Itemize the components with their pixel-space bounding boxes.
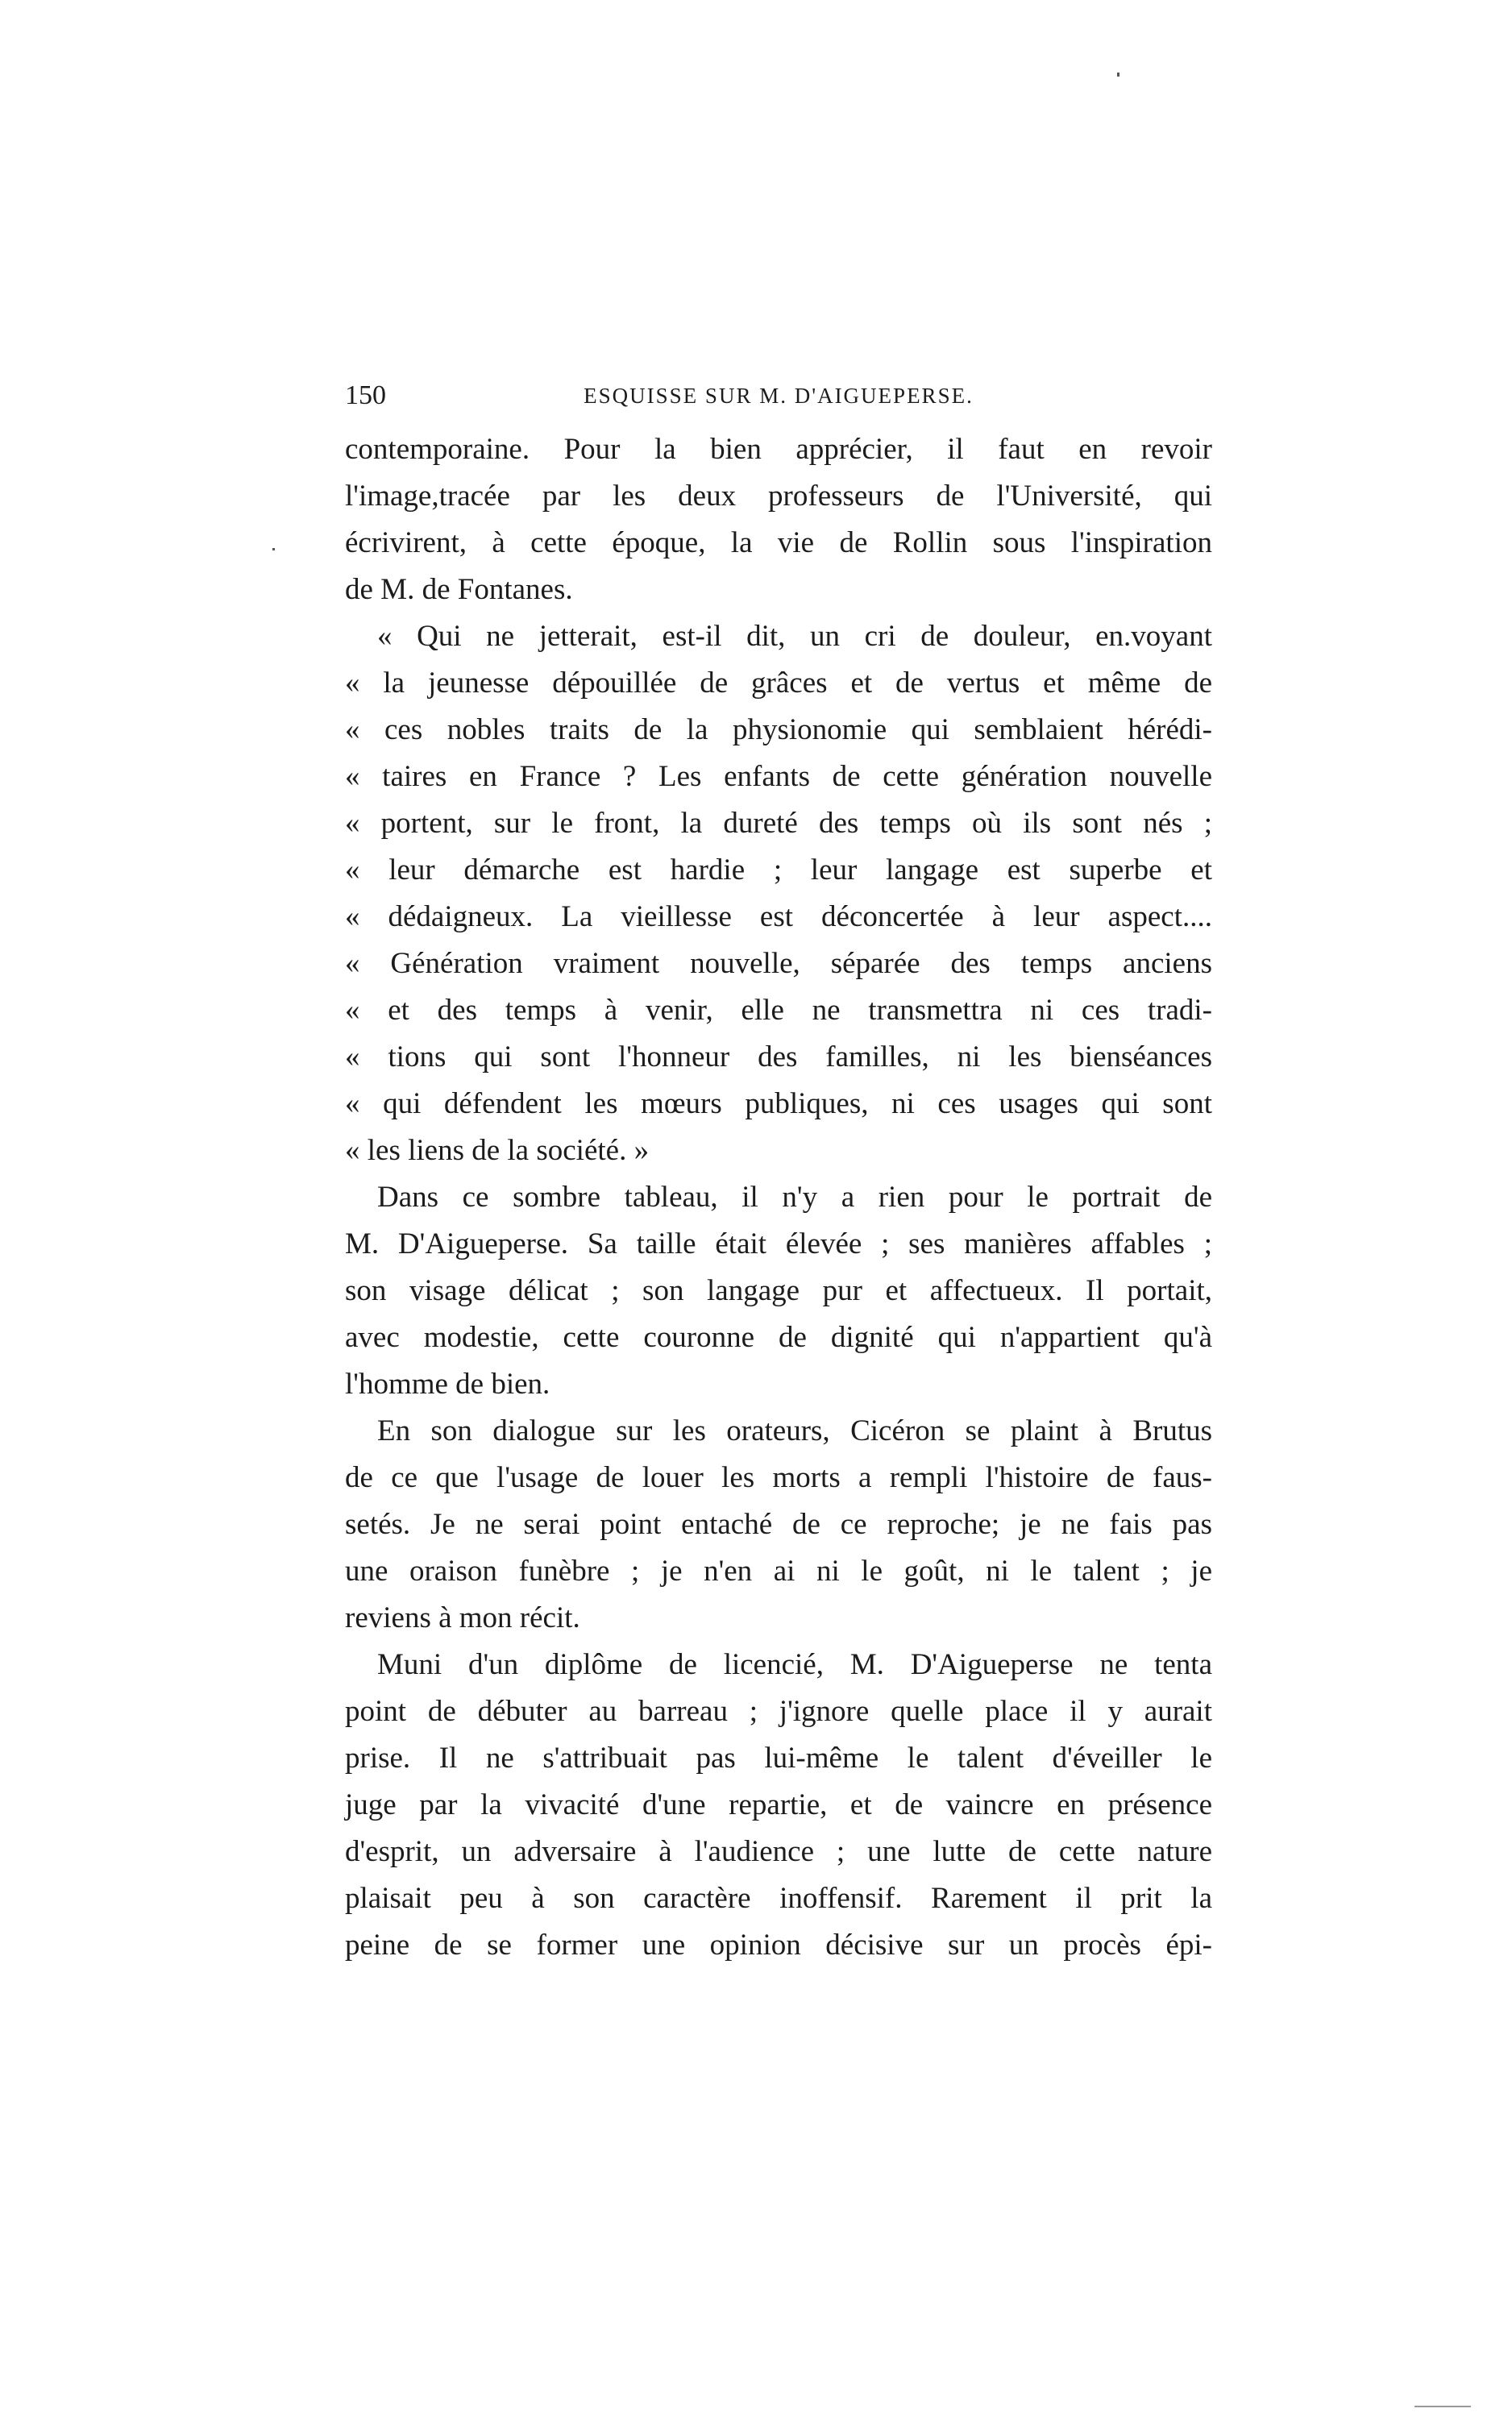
text-line: Dans ce sombre tableau, il n'y a rien pour le portrait de <box>377 1181 1212 1214</box>
text-line: avec modestie, cette couronne de dignité qui n'appartient qu'à <box>345 1321 1212 1354</box>
text-line: « les liens de la société. » <box>345 1134 650 1167</box>
running-title: ESQUISSE SUR M. D'AIGUEPERSE. <box>584 384 974 408</box>
text-line: juge par la vivacité d'une repartie, et de vaincre en présence <box>345 1788 1212 1821</box>
text-line: En son dialogue sur les orateurs, Cicéron se plaint à Brutus <box>377 1414 1212 1447</box>
text-line: prise. Il ne s'attribuait pas lui-même le talent d'éveiller le <box>345 1742 1212 1775</box>
page-number: 150 <box>345 380 386 410</box>
text-line: setés. Je ne serai point entaché de ce reproche; je ne fais pas <box>345 1508 1212 1541</box>
text-line: de M. de Fontanes. <box>345 573 573 606</box>
text-line: l'image,tracée par les deux professeurs de l'Université, qui <box>345 480 1212 513</box>
text-line: M. D'Aigueperse. Sa taille était élevée ; ses manières affables ; <box>345 1227 1212 1260</box>
scan-speck <box>272 548 275 550</box>
text-line: « et des temps à venir, elle ne transmettra ni ces tradi- <box>345 994 1212 1027</box>
text-line: plaisait peu à son caractère inoffensif. Rarement il prit la <box>345 1882 1212 1915</box>
text-line: peine de se former une opinion décisive sur un procès épi- <box>345 1929 1212 1962</box>
scan-speck <box>1117 73 1119 77</box>
text-line: de ce que l'usage de louer les morts a rempli l'histoire de faus- <box>345 1461 1212 1494</box>
text-line: « leur démarche est hardie ; leur langage est superbe et <box>345 853 1212 887</box>
text-line: une oraison funèbre ; je n'en ai ni le goût, ni le talent ; je <box>345 1555 1212 1588</box>
text-line: contemporaine. Pour la bien apprécier, il faut en revoir <box>345 433 1212 466</box>
text-line: « qui défendent les mœurs publiques, ni ces usages qui sont <box>345 1087 1212 1120</box>
text-line: « portent, sur le front, la dureté des temps où ils sont nés ; <box>345 807 1212 840</box>
text-line: reviens à mon récit. <box>345 1601 580 1634</box>
text-line: Muni d'un diplôme de licencié, M. D'Aigueperse ne tenta <box>377 1648 1212 1681</box>
text-line: « ces nobles traits de la physionomie qui semblaient hérédi- <box>345 713 1212 746</box>
text-line: l'homme de bien. <box>345 1368 550 1401</box>
text-line: écrivirent, à cette époque, la vie de Rollin sous l'inspiration <box>345 526 1212 559</box>
text-line: « tions qui sont l'honneur des familles, ni les bienséances <box>345 1040 1212 1073</box>
text-line: « Qui ne jetterait, est-il dit, un cri de douleur, en.voyant <box>377 620 1212 653</box>
text-line: d'esprit, un adversaire à l'audience ; une lutte de cette nature <box>345 1835 1212 1868</box>
page-header <box>345 380 1212 416</box>
text-line: « dédaigneux. La vieillesse est déconcertée à leur aspect.... <box>345 900 1212 933</box>
scan-edge-mark <box>1414 2406 1471 2407</box>
text-line: point de débuter au barreau ; j'ignore quelle place il y aurait <box>345 1695 1212 1728</box>
text-line: « la jeunesse dépouillée de grâces et de vertus et même de <box>345 667 1212 700</box>
text-line: « taires en France ? Les enfants de cette génération nouvelle <box>345 760 1212 793</box>
text-line: « Génération vraiment nouvelle, séparée des temps anciens <box>345 947 1212 980</box>
text-line: son visage délicat ; son langage pur et affectueux. Il portait, <box>345 1274 1212 1307</box>
